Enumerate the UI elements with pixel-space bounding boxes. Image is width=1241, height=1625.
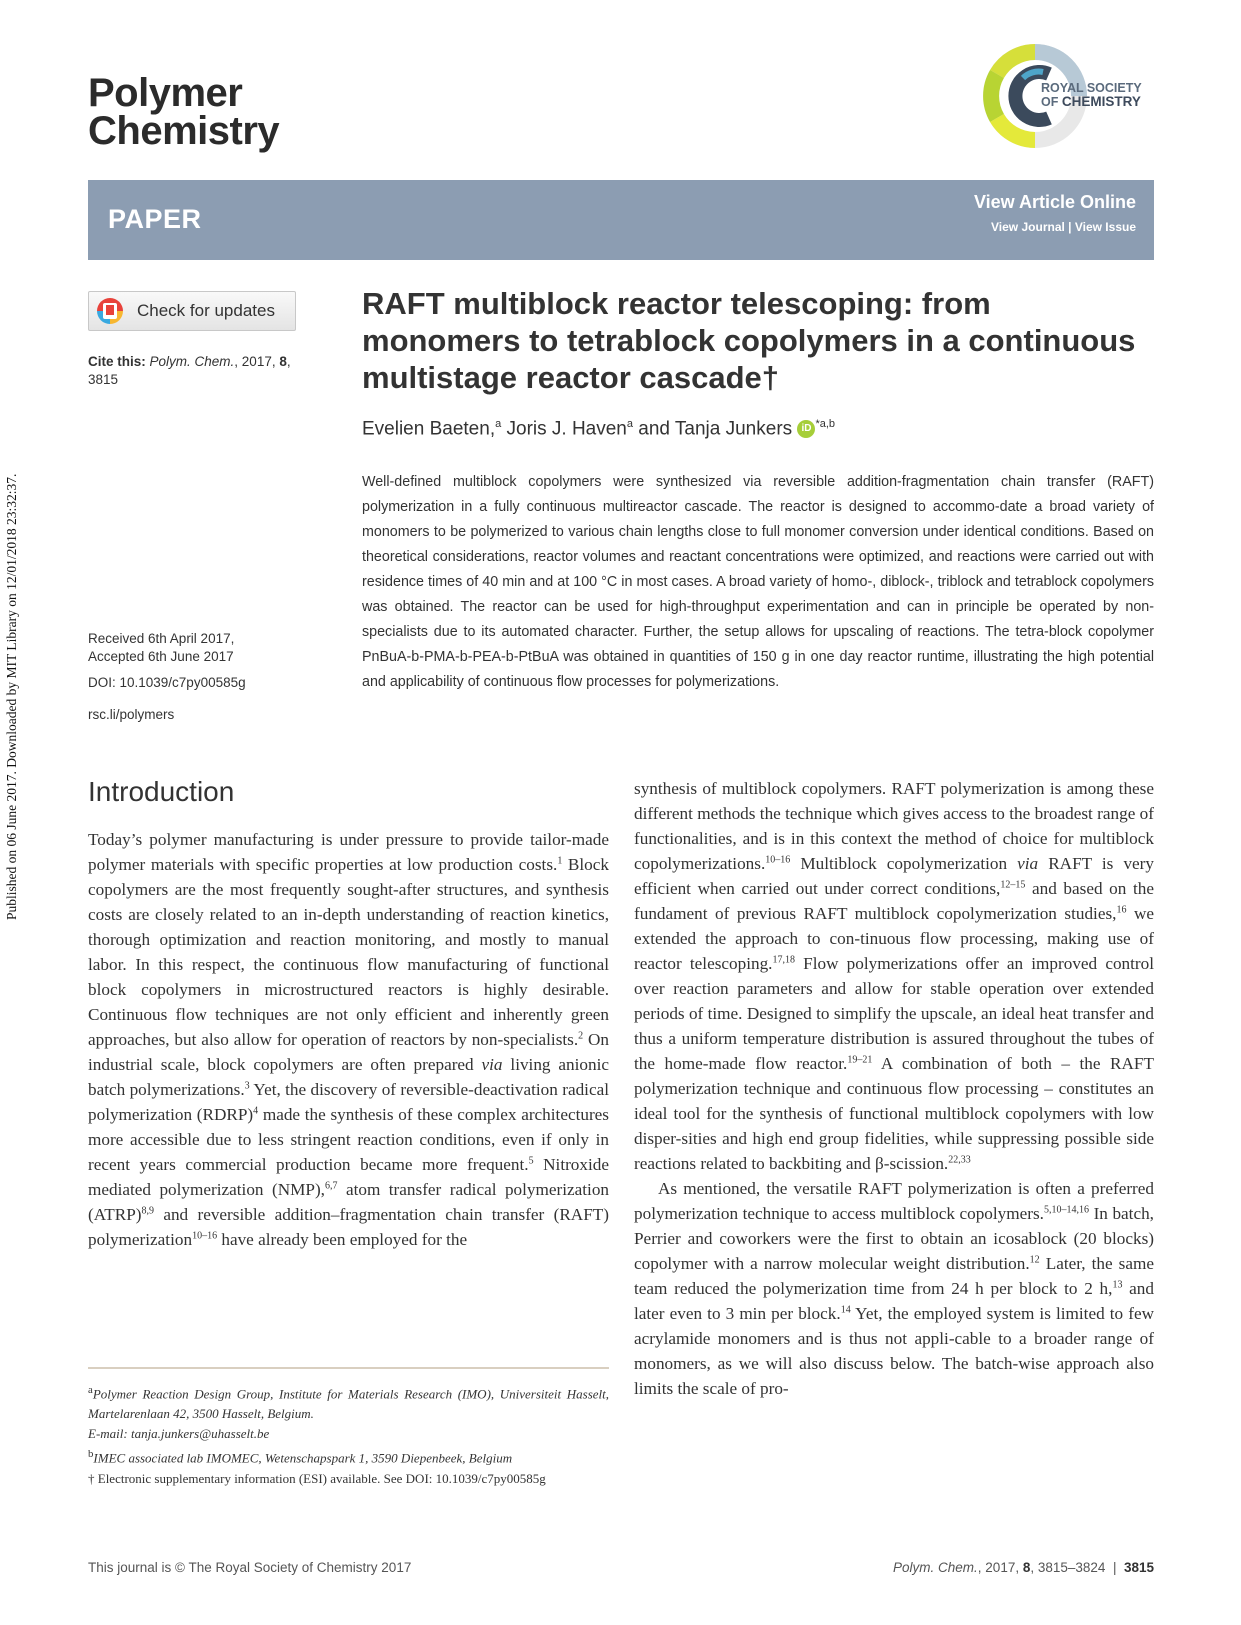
download-notice (4, 400, 26, 1000)
article-type-label: PAPER (108, 204, 202, 234)
journal-link[interactable]: rsc.li/polymers (88, 707, 175, 722)
footer-copyright: This journal is © The Royal Society of Chemistry 2017 (88, 1560, 412, 1575)
rsc-logo-text (1041, 82, 1142, 109)
journal-title-line1: Polymer (88, 71, 243, 115)
download-notice-text: Published on 06 June 2017. Downloaded by MIT Library on 12/01/2018 23:32:37. (4, 473, 19, 920)
footnote-esi: † Electronic supplementary information (ESI) available. See DOI: 10.1039/c7py00585g (88, 1470, 546, 1486)
body-column-left (88, 827, 609, 1252)
orcid-icon[interactable]: iD (797, 420, 815, 438)
view-journal-issue-links[interactable]: View Journal | View Issue (991, 220, 1136, 234)
doi[interactable]: DOI: 10.1039/c7py00585g (88, 675, 246, 690)
rsc-logo-line2: OF CHEMISTRY (1041, 94, 1141, 109)
journal-title-line2: Chemistry (88, 109, 280, 153)
paragraph: synthesis of multiblock copolymers. RAFT polymerization is among these different methods the technique which gives access to the broadest range of functionalities, and is in this context the method of choice for multiblock copolymerizations.$^{10-16}$ Multiblock copolymerization via RAFT is very efficient when carried out under correct conditions,$^{12-15}$ and based on the fundament of previous RAFT multiblock copolymerization studies,$^{16}$ we extended the approach to con-tinuous flow processing, making use of reactor telescoping.$^{17,18}$ Flow polymerizations offer an improved control over reaction parameters and allow for stable operation over extended periods of time. Designed to simplify the upscale, an ideal heat transfer and thus a uniform temperature distribution is assured throughout the tubes of the home-made flow reactor.$^{19-21}$ A combination of both – the RAFT polymerization technique and continuous flow processing – constitutes an ideal tool for the synthesis of functional multiblock copolymers with low disper-sities and high end group fidelities, while suppressing possible side reactions related to backbiting and β-scission.$^{22,33}$ (634, 779, 1155, 1173)
footnote-a: $^a$Polymer Reaction Design Group, Institute for Materials Research (IMO), Universiteit Hasselt, Martelarenlaan 42, 3500 Hasselt, Belgium. (88, 1384, 609, 1422)
page-number: 3815 (1123, 1560, 1154, 1575)
rsc-logo-line1: ROYAL SOCIETY (1041, 81, 1142, 95)
body-column-right (634, 776, 1154, 1401)
footnote-email[interactable]: E-mail: tanja.junkers@uhasselt.be (88, 1426, 270, 1442)
received-date: Received 6th April 2017, (88, 631, 235, 646)
footnote-b: $^b$IMEC associated lab IMOMEC, Wetenschapspark 1, 3590 Diepenbeek, Belgium (88, 1448, 513, 1466)
footer-citation: Polym. Chem., 2017, 8, 3815–3824 | 3815 (893, 1560, 1154, 1575)
footnotes (88, 1380, 609, 1489)
view-article-online-link[interactable]: View Article Online (973, 192, 1136, 212)
check-for-updates-label: Check for updates (137, 301, 275, 320)
check-for-updates-button[interactable] (88, 291, 296, 331)
accepted-date: Accepted 6th June 2017 (88, 649, 234, 664)
article-title: RAFT multiblock reactor telescoping: from monomers to tetrablock copolymers in a continuous multistage reactor cascade† (362, 286, 1136, 395)
paragraph: Today’s polymer manufacturing is under pressure to provide tailor-made polymer materials with specific properties at low production costs.$^1$ Block copolymers are the most frequently sought-after structures, and synthesis costs are closely related to an in-depth understanding of reaction kinetics, thorough optimization and reaction monitoring, and mostly to manual labor. In this respect, the continuous flow manufacturing of functional block copolymers in microstructured reactors is highly desirable. Continuous flow techniques are not only efficient and inherently green approaches, but also allow for operation of reactors by non-specialists.$^2$ On industrial scale, block copolymers are often prepared via living anionic batch polymerizations.$^3$ Yet, the discovery of reversible-deactivation radical polymerization (RDRP)$^4$ made the synthesis of these complex architectures more accessible due to less stringent reaction conditions, even if only in recent years commercial production became more frequent.$^5$ Nitroxide mediated polymerization (NMP),$^{6,7}$ atom transfer radical polymerization (ATRP)$^{8,9}$ and reversible addition–fragmentation chain transfer (RAFT) polymerization$^{10-16}$ have already been employed for the (88, 830, 610, 1249)
crossmark-icon (97, 298, 123, 324)
abstract: Well-defined multiblock copolymers were synthesized via reversible addition-fragmentation chain transfer (RAFT) polymerization in a fully continuous multireactor cascade. The reactor is designed to accommo-date a broad variety of monomers to be polymerized to various chain lengths close to full monomer conversion under identical conditions. Based on theoretical considerations, reactor volumes and reactant concentrations were optimized, and reactions were carried out with residence times of 40 min and at 100 °C in most cases. A broad variety of homo-, diblock-, triblock and tetrablock copolymers was obtained. The reactor can be used for high-throughput experimentation and can in principle be operated by non-specialists due to its automated character. Further, the setup allows for upscaling of reactions. The tetra-block copolymer PnBuA-b-PMA-b-PEA-b-PtBuA was obtained in quantities of 150 g in one day reactor runtime, illustrating the high potential and applicability of continuous flow processes for polymerizations. (362, 474, 1154, 690)
rsc-logo (983, 40, 1153, 152)
paragraph: As mentioned, the versatile RAFT polymerization is often a preferred polymerization technique to access multiblock copolymers.$^{5,10-14,16}$ In batch, Perrier and coworkers were the first to obtain an icosablock (20 blocks) copolymer with a narrow molecular weight distribution.$^{12}$ Later, the same team reduced the polymerization time from 24 h per block to 2 h,$^{13}$ and later even to 3 min per block.$^{14}$ Yet, the employed system is limited to few acrylamide monomers and is thus not appli-cable to a broader range of monomers, as we will also discuss below. The batch-wise approach also limits the scale of pro- (634, 1179, 1155, 1398)
footnote-divider (88, 1367, 609, 1369)
cite-this: Cite this: Polym. Chem., 2017, 8, 3815 (88, 354, 291, 387)
section-heading: Introduction (88, 776, 235, 807)
author-list: Evelien Baeten,$^a$ Joris J. Haven$^a$ and Tanja Junkers iD $^{*a,b}$ (362, 418, 836, 440)
journal-title (88, 71, 280, 153)
article-type-banner (88, 180, 1154, 260)
